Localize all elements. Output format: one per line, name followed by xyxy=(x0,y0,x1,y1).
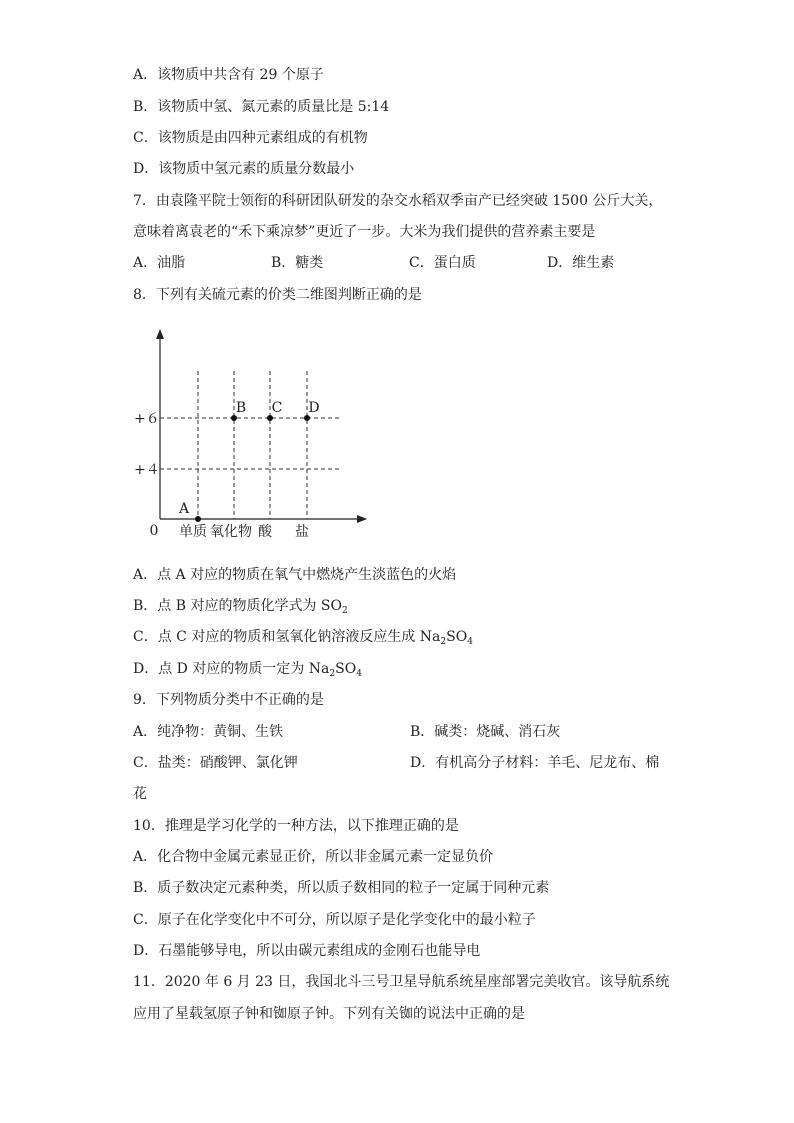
q8-option-c-subscript-2: 4 xyxy=(467,637,473,647)
x-category-label: 氧化物 xyxy=(210,524,252,540)
q7-stem-line1: 7．由袁隆平院士领衔的科研团队研发的杂交水稻双季亩产已经突破 1500 公斤大关， xyxy=(133,193,663,209)
q8-option-d xyxy=(133,659,362,679)
point-label: A xyxy=(178,501,190,517)
q8-option-a: A．点 A 对应的物质在氧气中燃烧产生淡蓝色的火焰 xyxy=(133,567,457,583)
q8-option-d-formula: SO xyxy=(335,661,357,677)
q10-stem: 10．推理是学习化学的一种方法，以下推理正确的是 xyxy=(133,818,459,834)
q8-option-d-text: D．点 D 对应的物质一定为 Na xyxy=(133,661,330,677)
q7-option-b: B．糖类 xyxy=(271,255,324,271)
q8-option-d-subscript-1: 2 xyxy=(329,669,336,679)
q7-option-d: D．维生素 xyxy=(547,255,615,271)
x-category-label: 酸 xyxy=(258,524,272,540)
q9-stem: 9．下列物质分类中不正确的是 xyxy=(133,692,324,708)
q8-option-c xyxy=(133,627,473,647)
y-tick-label: +６ xyxy=(134,411,160,427)
point-a xyxy=(195,516,201,522)
origin-label: 0 xyxy=(149,523,159,539)
q6-option-d: D．该物质中氢元素的质量分数最小 xyxy=(133,161,355,177)
q9-option-a: A．纯净物：黄铜、生铁 xyxy=(133,724,284,740)
q8-option-c-text: C．点 C 对应的物质和氢氧化钠溶液反应生成 Na xyxy=(133,629,441,645)
q10-option-a: A．化合物中金属元素显正价，所以非金属元素一定显负价 xyxy=(133,849,494,865)
q8-option-b-text: B．点 B 对应的物质化学式为 SO xyxy=(133,598,342,614)
y-tick-label: +４ xyxy=(134,462,160,478)
q10-option-d: D．石墨能够导电，所以由碳元素组成的金刚石也能导电 xyxy=(133,943,481,959)
q8-option-c-formula: SO xyxy=(446,629,468,645)
q7-option-a: A．油脂 xyxy=(133,255,186,271)
x-category-label: 盐 xyxy=(295,524,309,540)
valence-category-diagram xyxy=(128,322,378,547)
q9-option-d-continued: 花 xyxy=(133,786,147,802)
q7-option-c: C．蛋白质 xyxy=(409,255,476,271)
q9-option-d: D．有机高分子材料：羊毛、尼龙布、棉 xyxy=(410,755,660,771)
q9-option-b: B．碱类：烧碱、消石灰 xyxy=(410,724,561,740)
q9-option-c: C．盐类：硝酸钾、氯化钾 xyxy=(133,755,298,771)
q6-option-a: A．该物质中共含有 29 个原子 xyxy=(133,67,324,83)
q8-option-b-subscript: 2 xyxy=(342,606,348,616)
q7-stem-line2: 意味着离袁老的“禾下乘凉梦”更近了一步。大米为我们提供的营养素主要是 xyxy=(133,224,596,240)
q6-option-c: C．该物质是由四种元素组成的有机物 xyxy=(133,130,368,146)
q8-option-c-subscript-1: 2 xyxy=(440,637,447,647)
q8-option-b xyxy=(133,596,348,616)
q11-stem-line1: 11．2020 年 6 月 23 日，我国北斗三号卫星导航系统星座部署完美收官。该导航系统 xyxy=(133,974,670,990)
point-label: D xyxy=(308,400,320,416)
q8-stem: 8．下列有关硫元素的价类二维图判断正确的是 xyxy=(133,287,422,303)
x-category-label: 单质 xyxy=(179,524,207,540)
q11-stem-line2: 应用了星载氢原子钟和铷原子钟。下列有关铷的说法中正确的是 xyxy=(133,1006,525,1022)
q6-option-b: B．该物质中氢、氮元素的质量比是 5:14 xyxy=(133,99,390,115)
point-label: B xyxy=(235,400,247,416)
point-label: C xyxy=(271,400,283,416)
q10-option-b: B．质子数决定元素种类，所以质子数相同的粒子一定属于同种元素 xyxy=(133,880,550,896)
q10-option-c: C．原子在化学变化中不可分，所以原子是化学变化中的最小粒子 xyxy=(133,912,536,928)
q8-option-d-subscript-2: 4 xyxy=(356,669,362,679)
